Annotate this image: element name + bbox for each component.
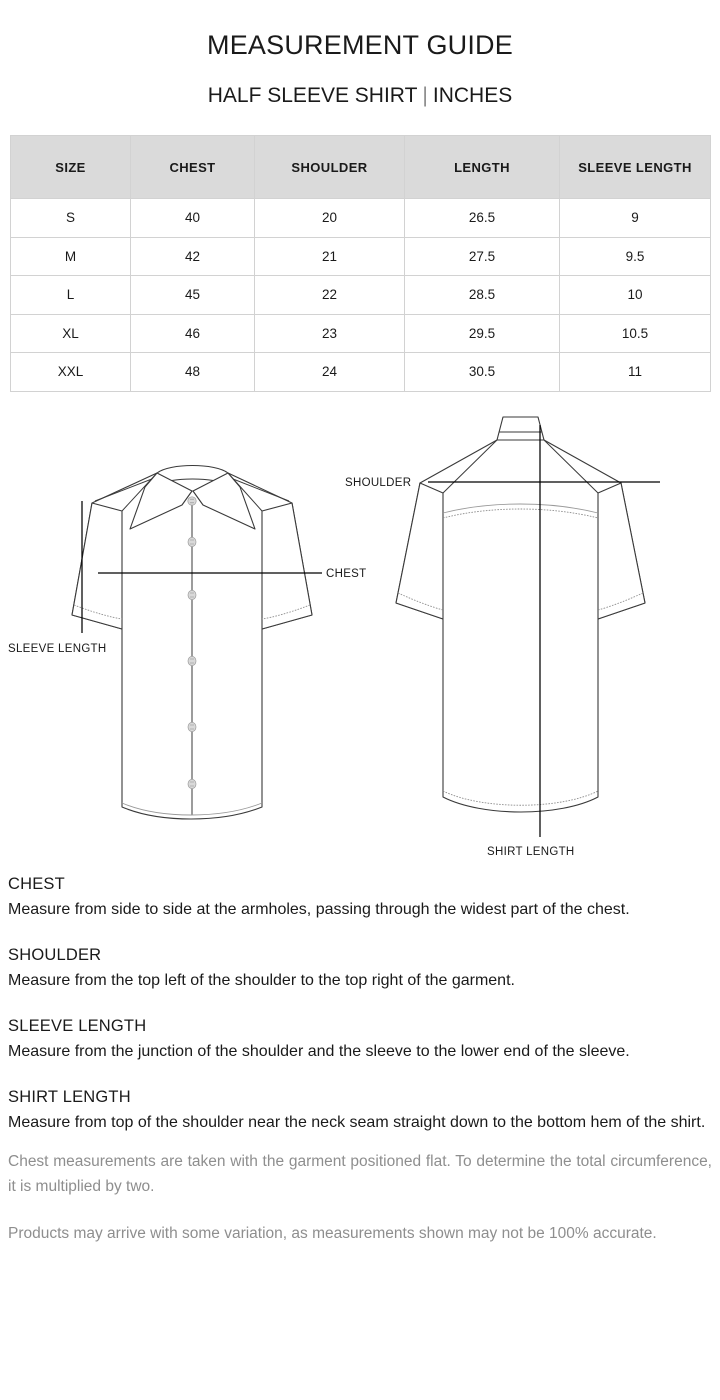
size-table-container [10, 135, 710, 392]
instruction-sleeve-length [8, 1017, 712, 1064]
cell-size: XXL [11, 353, 131, 392]
instruction-text: Measure from the junction of the shoulder and the sleeve to the lower end of the sleeve. [8, 1042, 630, 1060]
cell-size: S [11, 199, 131, 238]
cell-length: 30.5 [405, 353, 560, 392]
instruction-heading: SHIRT LENGTH [8, 1087, 131, 1106]
cell-sleeve-length: 10.5 [560, 314, 711, 353]
page-subtitle [0, 61, 720, 108]
instruction-shoulder [8, 946, 712, 993]
subtitle-separator: | [422, 84, 428, 107]
shirt-button [188, 537, 196, 546]
shoulder-label: SHOULDER [345, 476, 412, 489]
instruction-text: Measure from the top left of the shoulder to the top right of the garment. [8, 971, 515, 989]
note-variation: Products may arrive with some variation, as measurements shown may not be 100% accurate. [8, 1224, 657, 1242]
column-header-chest: CHEST [131, 136, 255, 199]
back-shirt-illustration [396, 417, 660, 837]
shirt-length-label: SHIRT LENGTH [487, 845, 575, 858]
shirt-button [188, 590, 196, 599]
shirt-button [188, 656, 196, 665]
cell-sleeve-length: 11 [560, 353, 711, 392]
table-header-row [11, 136, 711, 199]
instruction-heading: CHEST [8, 874, 65, 893]
instructions-container [0, 875, 720, 1266]
cell-sleeve-length: 10 [560, 276, 711, 315]
instruction-chest [8, 875, 712, 922]
subtitle-garment: HALF SLEEVE SHIRT [207, 84, 418, 107]
instruction-text: Measure from side to side at the armholes, passing through the widest part of the chest. [8, 900, 630, 918]
cell-shoulder: 20 [255, 199, 405, 238]
cell-length: 27.5 [405, 237, 560, 276]
cell-shoulder: 21 [255, 237, 405, 276]
cell-chest: 42 [131, 237, 255, 276]
cell-chest: 48 [131, 353, 255, 392]
cell-chest: 40 [131, 199, 255, 238]
cell-shoulder: 22 [255, 276, 405, 315]
cell-shoulder: 24 [255, 353, 405, 392]
column-header-length: LENGTH [405, 136, 560, 199]
column-header-shoulder: SHOULDER [255, 136, 405, 199]
cell-length: 26.5 [405, 199, 560, 238]
cell-chest: 45 [131, 276, 255, 315]
disclaimer-notes [8, 1149, 712, 1266]
table-row [11, 353, 711, 392]
table-row [11, 237, 711, 276]
front-shirt-illustration [72, 465, 322, 819]
instruction-heading: SLEEVE LENGTH [8, 1016, 147, 1035]
sleeve-length-label: SLEEVE LENGTH [8, 642, 107, 655]
cell-length: 29.5 [405, 314, 560, 353]
cell-size: L [11, 276, 131, 315]
instruction-text: Measure from top of the shoulder near the neck seam straight down to the bottom hem of the shirt. [8, 1113, 706, 1131]
instruction-shirt-length [8, 1088, 712, 1135]
shirt-diagram-container [0, 405, 720, 875]
shirt-button [188, 779, 196, 788]
table-row [11, 199, 711, 238]
cell-length: 28.5 [405, 276, 560, 315]
cell-sleeve-length: 9 [560, 199, 711, 238]
cell-sleeve-length: 9.5 [560, 237, 711, 276]
cell-size: M [11, 237, 131, 276]
table-row [11, 314, 711, 353]
page-title: MEASUREMENT GUIDE [207, 30, 513, 60]
column-header-size: SIZE [11, 136, 131, 199]
column-header-sleeve-length: SLEEVE LENGTH [560, 136, 711, 199]
cell-size: XL [11, 314, 131, 353]
shirt-technical-drawing [0, 405, 720, 875]
chest-label: CHEST [326, 567, 367, 580]
collar-button [188, 496, 196, 504]
shirt-button [188, 722, 196, 731]
cell-shoulder: 23 [255, 314, 405, 353]
instruction-heading: SHOULDER [8, 945, 102, 964]
cell-chest: 46 [131, 314, 255, 353]
note-chest-measurement: Chest measurements are taken with the garment positioned flat. To determine the total circumference, it is multiplied by two. [8, 1152, 712, 1195]
table-row [11, 276, 711, 315]
subtitle-unit: INCHES [432, 84, 513, 107]
size-chart-table [10, 135, 711, 392]
